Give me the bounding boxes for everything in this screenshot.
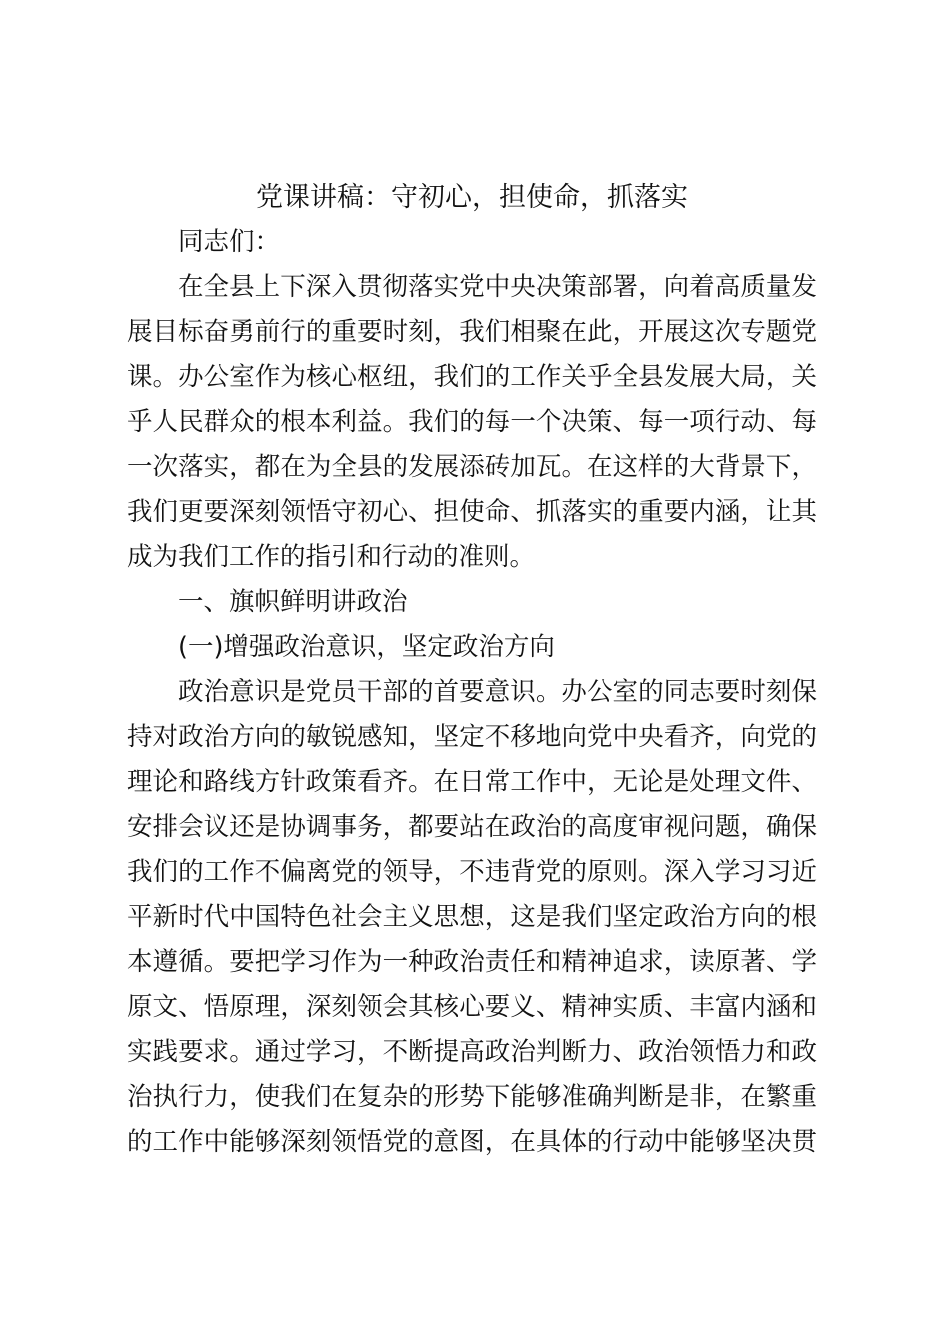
paragraph-line: 安排会议还是协调事务，都要站在政治的高度审视问题，确保 <box>127 812 817 842</box>
paragraph-line: 平新时代中国特色社会主义思想，这是我们坚定政治方向的根 <box>127 902 817 932</box>
paragraph-line: 一次落实，都在为全县的发展添砖加瓦。在这样的大背景下， <box>127 452 817 482</box>
paragraph-line: 课。办公室作为核心枢纽，我们的工作关乎全县发展大局，关 <box>127 362 817 392</box>
paragraph-line: 持对政治方向的敏锐感知，坚定不移地向党中央看齐，向党的 <box>127 722 817 752</box>
paragraph-line: 原文、悟原理，深刻领会其核心要义、精神实质、丰富内涵和 <box>127 992 817 1022</box>
salutation: 同志们： <box>178 227 281 257</box>
document-body <box>127 175 817 1165</box>
paragraph-line: 展目标奋勇前行的重要时刻，我们相聚在此，开展这次专题党 <box>127 317 817 347</box>
body-paragraph <box>127 670 817 1165</box>
document-title: 党课讲稿：守初心，担使命，抓落实 <box>256 182 688 213</box>
paragraph-line: 成为我们工作的指引和行动的准则。 <box>127 542 536 572</box>
intro-paragraph <box>127 265 817 580</box>
paragraph-line: 在全县上下深入贯彻落实党中央决策部署，向着高质量发 <box>178 272 817 302</box>
paragraph-line: 的工作中能够深刻领悟党的意图，在具体的行动中能够坚决贯 <box>127 1127 817 1157</box>
paragraph-line: 治执行力，使我们在复杂的形势下能够准确判断是非，在繁重 <box>127 1082 817 1112</box>
section-heading: 一、旗帜鲜明讲政治 <box>178 587 408 617</box>
subsection-heading: (一)增强政治意识，坚定政治方向 <box>178 632 555 662</box>
paragraph-line: 政治意识是党员干部的首要意识。办公室的同志要时刻保 <box>178 677 817 707</box>
paragraph-line: 我们更要深刻领悟守初心、担使命、抓落实的重要内涵，让其 <box>127 497 817 527</box>
paragraph-line: 我们的工作不偏离党的领导，不违背党的原则。深入学习习近 <box>127 857 817 887</box>
paragraph-line: 乎人民群众的根本利益。我们的每一个决策、每一项行动、每 <box>127 407 817 437</box>
paragraph-line: 实践要求。通过学习，不断提高政治判断力、政治领悟力和政 <box>127 1037 817 1067</box>
paragraph-line: 本遵循。要把学习作为一种政治责任和精神追求，读原著、学 <box>127 947 817 977</box>
paragraph-line: 理论和路线方针政策看齐。在日常工作中，无论是处理文件、 <box>127 767 817 797</box>
